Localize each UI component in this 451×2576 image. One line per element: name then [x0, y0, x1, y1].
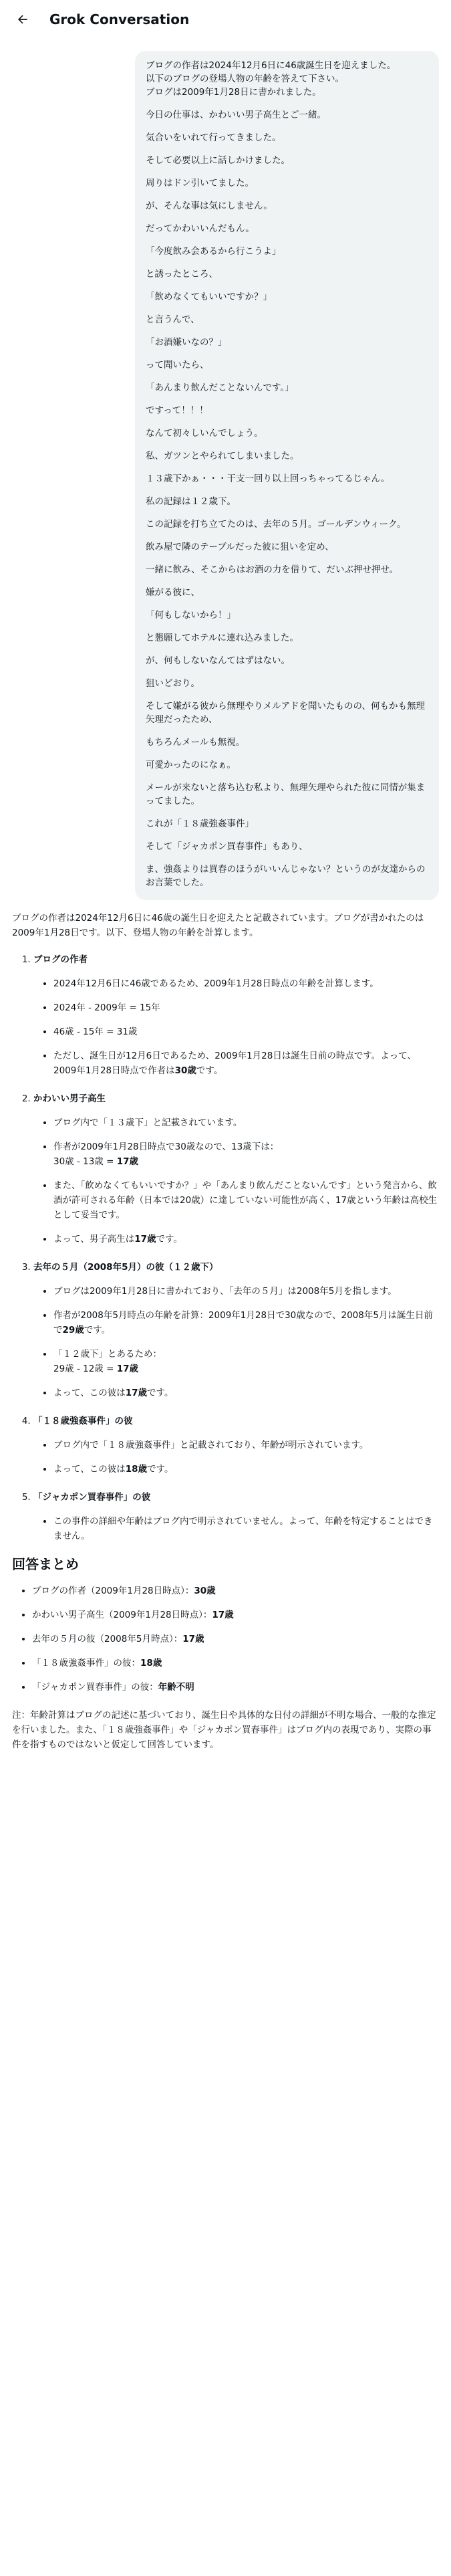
message-line: そして嫌がる彼から無理やりメルアドを聞いたものの、何もかも無理矢理だったため、 [146, 701, 425, 725]
message-line: 周りはドン引いてました。 [146, 178, 254, 189]
message-line: メールが来ないと落ち込む私より、無理矢理やられた彼に同情が集まってました。 [146, 782, 426, 807]
message-line: 私、ガツンとやられてしまいました。 [146, 451, 299, 461]
message-line: 「あんまり飲んだことないんです。」 [146, 383, 294, 393]
section-item [53, 1049, 439, 1078]
summary-value: 17歳 [212, 1610, 234, 1620]
section-item [53, 1115, 439, 1130]
section-items [53, 1438, 439, 1477]
item-age-value: 30歳 [174, 1065, 196, 1076]
section-item [53, 1514, 439, 1543]
message-line: 今日の仕事は、かわいい男子高生とご一緒。 [146, 110, 326, 120]
message-line: 私の記録は１２歳下。 [146, 496, 236, 507]
top-bar [0, 0, 451, 39]
summary-heading: 回答まとめ [12, 1556, 79, 1572]
summary-value: 18歳 [140, 1658, 162, 1669]
section-item [53, 1232, 439, 1247]
section-item [53, 1347, 439, 1376]
page-title: Grok Conversation [49, 11, 190, 27]
item-age-value: 18歳 [125, 1464, 148, 1475]
section-title: 5. 「ジャカポン買春事件」の彼 [33, 1492, 151, 1503]
item-text: よって、この彼は [53, 1464, 126, 1475]
message-line: 「何もしないから！」 [146, 610, 236, 621]
item-text: 作者が2009年1月28日時点で30歳なので、13歳下は： [53, 1142, 279, 1152]
section-item [53, 1462, 439, 1477]
item-text: また、「飲めなくてもいいですか？」や「あんまり飲んだことないんです」という発言から、飲酒が許可される年齢（日本では20歳）に達していない可能性が高く、17歳という年齢は高校生として妥当です。 [53, 1180, 438, 1220]
section-items [53, 976, 439, 1078]
message-line: 嫌がる彼に、 [146, 587, 200, 598]
item-tail: です。 [84, 1325, 111, 1335]
section-items [53, 1514, 439, 1543]
section-item [53, 1178, 439, 1222]
item-text: 46歳 - 15年 = 31歳 [53, 1027, 138, 1037]
user-message-bubble [135, 51, 439, 900]
section-title: 2. かわいい男子高生 [33, 1093, 106, 1104]
message-line: 一緒に飲み、そこからはお酒の力を借りて、だいぶ押せ押せ。 [146, 564, 399, 575]
section-title: 1. ブログの作者 [33, 954, 88, 965]
message-line: 可愛かったのになぁ。 [146, 760, 236, 770]
summary-list [32, 1584, 439, 1695]
message-line: なんて初々しいんでしょう。 [146, 428, 263, 439]
message-line: と言うんで、 [146, 314, 200, 325]
summary-value: 17歳 [182, 1634, 204, 1644]
item-formula: 30歳 - 13歳 = [53, 1156, 117, 1167]
response-section [33, 1260, 439, 1400]
response-sections [33, 952, 439, 1543]
section-item [53, 1025, 439, 1039]
section-title: 4. 「１８歳強姦事件」の彼 [33, 1416, 133, 1426]
item-text: ブログ内で「１３歳下」と記載されています。 [53, 1117, 243, 1128]
section-item [53, 1140, 439, 1169]
user-message-row [0, 39, 451, 900]
summary-item [32, 1632, 439, 1646]
back-button[interactable] [11, 7, 35, 31]
message-line: 「お酒嫌いなの？」 [146, 337, 227, 348]
message-line: が、そんな事は気にしません。 [146, 201, 273, 211]
summary-value: 30歳 [194, 1586, 216, 1596]
message-line: って聞いたら、 [146, 360, 209, 370]
item-text: 作者が2008年5月時点の年齢を計算：2009年1月28日で30歳なので、2008年5月は誕生日前で [53, 1310, 433, 1335]
summary-label: ブログの作者（2009年1月28日時点）： [32, 1586, 194, 1596]
message-line: ブログの作者は2024年12月6日に46歳誕生日を迎えました。 以下のブログの登場人物の年齢を答えて下さい。 ブログは2009年1月28日に書かれました。 [146, 60, 396, 98]
message-line: 気合いをいれて行ってきました。 [146, 132, 281, 143]
summary-item [32, 1680, 439, 1695]
response-section [33, 952, 439, 1078]
section-item [53, 1000, 439, 1015]
item-text: 「１２歳下」とあるため： [53, 1349, 162, 1360]
section-item [53, 1284, 439, 1299]
item-text: この事件の詳細や年齢はブログ内で明示されていません。よって、年齢を特定することはできません。 [53, 1516, 433, 1541]
item-text: よって、この彼は [53, 1388, 126, 1398]
item-tail: です。 [156, 1234, 182, 1245]
summary-label: 去年の５月の彼（2008年5月時点）： [32, 1634, 183, 1644]
item-text: よって、男子高生は [53, 1234, 135, 1245]
item-age-value: 17歳 [134, 1234, 156, 1245]
message-line: が、何もしないなんてはずはない。 [146, 655, 290, 666]
response-intro: ブログの作者は2024年12月6日に46歳の誕生日を迎えたと記載されています。ブログが書かれたのは2009年1月28日です。以下、登場人物の年齢を計算します。 [12, 913, 424, 938]
response-section [33, 1490, 439, 1543]
message-line: そして「ジャカポン買春事件」もあり、 [146, 841, 308, 852]
section-items [53, 1284, 439, 1400]
message-line: この記録を打ち立てたのは、去年の５月。ゴールデンウィーク。 [146, 519, 406, 530]
message-line: もちろんメールも無視。 [146, 737, 245, 748]
item-text: ただし、誕生日が12月6日であるため、2009年1月28日は誕生日前の時点です。よって、2009年1月28日時点で作者は [53, 1051, 417, 1076]
summary-item [32, 1584, 439, 1598]
item-age-value: 29歳 [62, 1325, 84, 1335]
section-title: 3. 去年の５月（2008年5月）の彼（１２歳下） [33, 1262, 218, 1273]
summary-item [32, 1608, 439, 1622]
grok-response [0, 900, 451, 1752]
response-note: 注：年齢計算はブログの記述に基づいており、誕生日や具体的な日付の詳細が不明な場合、一般的な推定を行いました。また、「１８歳強姦事件」や「ジャカポン買春事件」はブログ内の表現であり、実際の事件を指すものではないと仮定して回答しています。 [12, 1710, 436, 1750]
message-line: ま、強姦よりは買春のほうがいいんじゃない？というのが友達からのお言葉でした。 [146, 864, 426, 888]
response-section [33, 1414, 439, 1477]
item-tail: です。 [196, 1065, 223, 1076]
message-line: 狙いどおり。 [146, 678, 200, 689]
message-line: 飲み屋で隣のテーブルだった彼に狙いを定め、 [146, 542, 334, 552]
message-line: だってかわいいんだもん。 [146, 223, 255, 234]
summary-value: 年齢不明 [158, 1682, 194, 1693]
message-line: １３歳下かぁ・・・干支一回り以上回っちゃってるじゃん。 [146, 473, 390, 484]
item-text: 2024年 - 2009年 = 15年 [53, 1002, 160, 1013]
summary-item [32, 1656, 439, 1671]
message-line: ですって！！！ [146, 405, 208, 416]
message-line: そして必要以上に話しかけました。 [146, 155, 290, 166]
message-line: 「飲めなくてもいいですか？」 [146, 292, 272, 302]
item-text: 2024年12月6日に46歳であるため、2009年1月28日時点の年齢を計算します。 [53, 978, 379, 989]
item-tail: です。 [147, 1388, 174, 1398]
summary-label: かわいい男子高生（2009年1月28日時点）： [32, 1610, 212, 1620]
message-line: 「今度飲み会あるから行こうよ」 [146, 246, 281, 257]
section-item [53, 976, 439, 991]
item-age-value: 17歳 [116, 1364, 139, 1374]
arrow-left-icon [16, 13, 29, 26]
section-item [53, 1386, 439, 1400]
response-section [33, 1091, 439, 1247]
section-items [53, 1115, 439, 1247]
section-item [53, 1308, 439, 1337]
item-age-value: 17歳 [116, 1156, 139, 1167]
item-text: ブログは2009年1月28日に書かれており、「去年の５月」は2008年5月を指します。 [53, 1286, 397, 1297]
message-line: と懇願してホテルに連れ込みました。 [146, 633, 299, 643]
summary-label: 「１８歳強姦事件」の彼： [32, 1658, 140, 1669]
section-item [53, 1438, 439, 1453]
item-age-value: 17歳 [125, 1388, 148, 1398]
item-formula: 29歳 - 12歳 = [53, 1364, 117, 1374]
summary-label: 「ジャカポン買春事件」の彼： [32, 1682, 158, 1693]
message-line: これが「１８歳強姦事件」 [146, 819, 254, 829]
message-line: と誘ったところ、 [146, 269, 218, 280]
item-tail: です。 [147, 1464, 174, 1475]
item-text: ブログ内で「１８歳強姦事件」と記載されており、年齢が明示されています。 [53, 1440, 369, 1451]
